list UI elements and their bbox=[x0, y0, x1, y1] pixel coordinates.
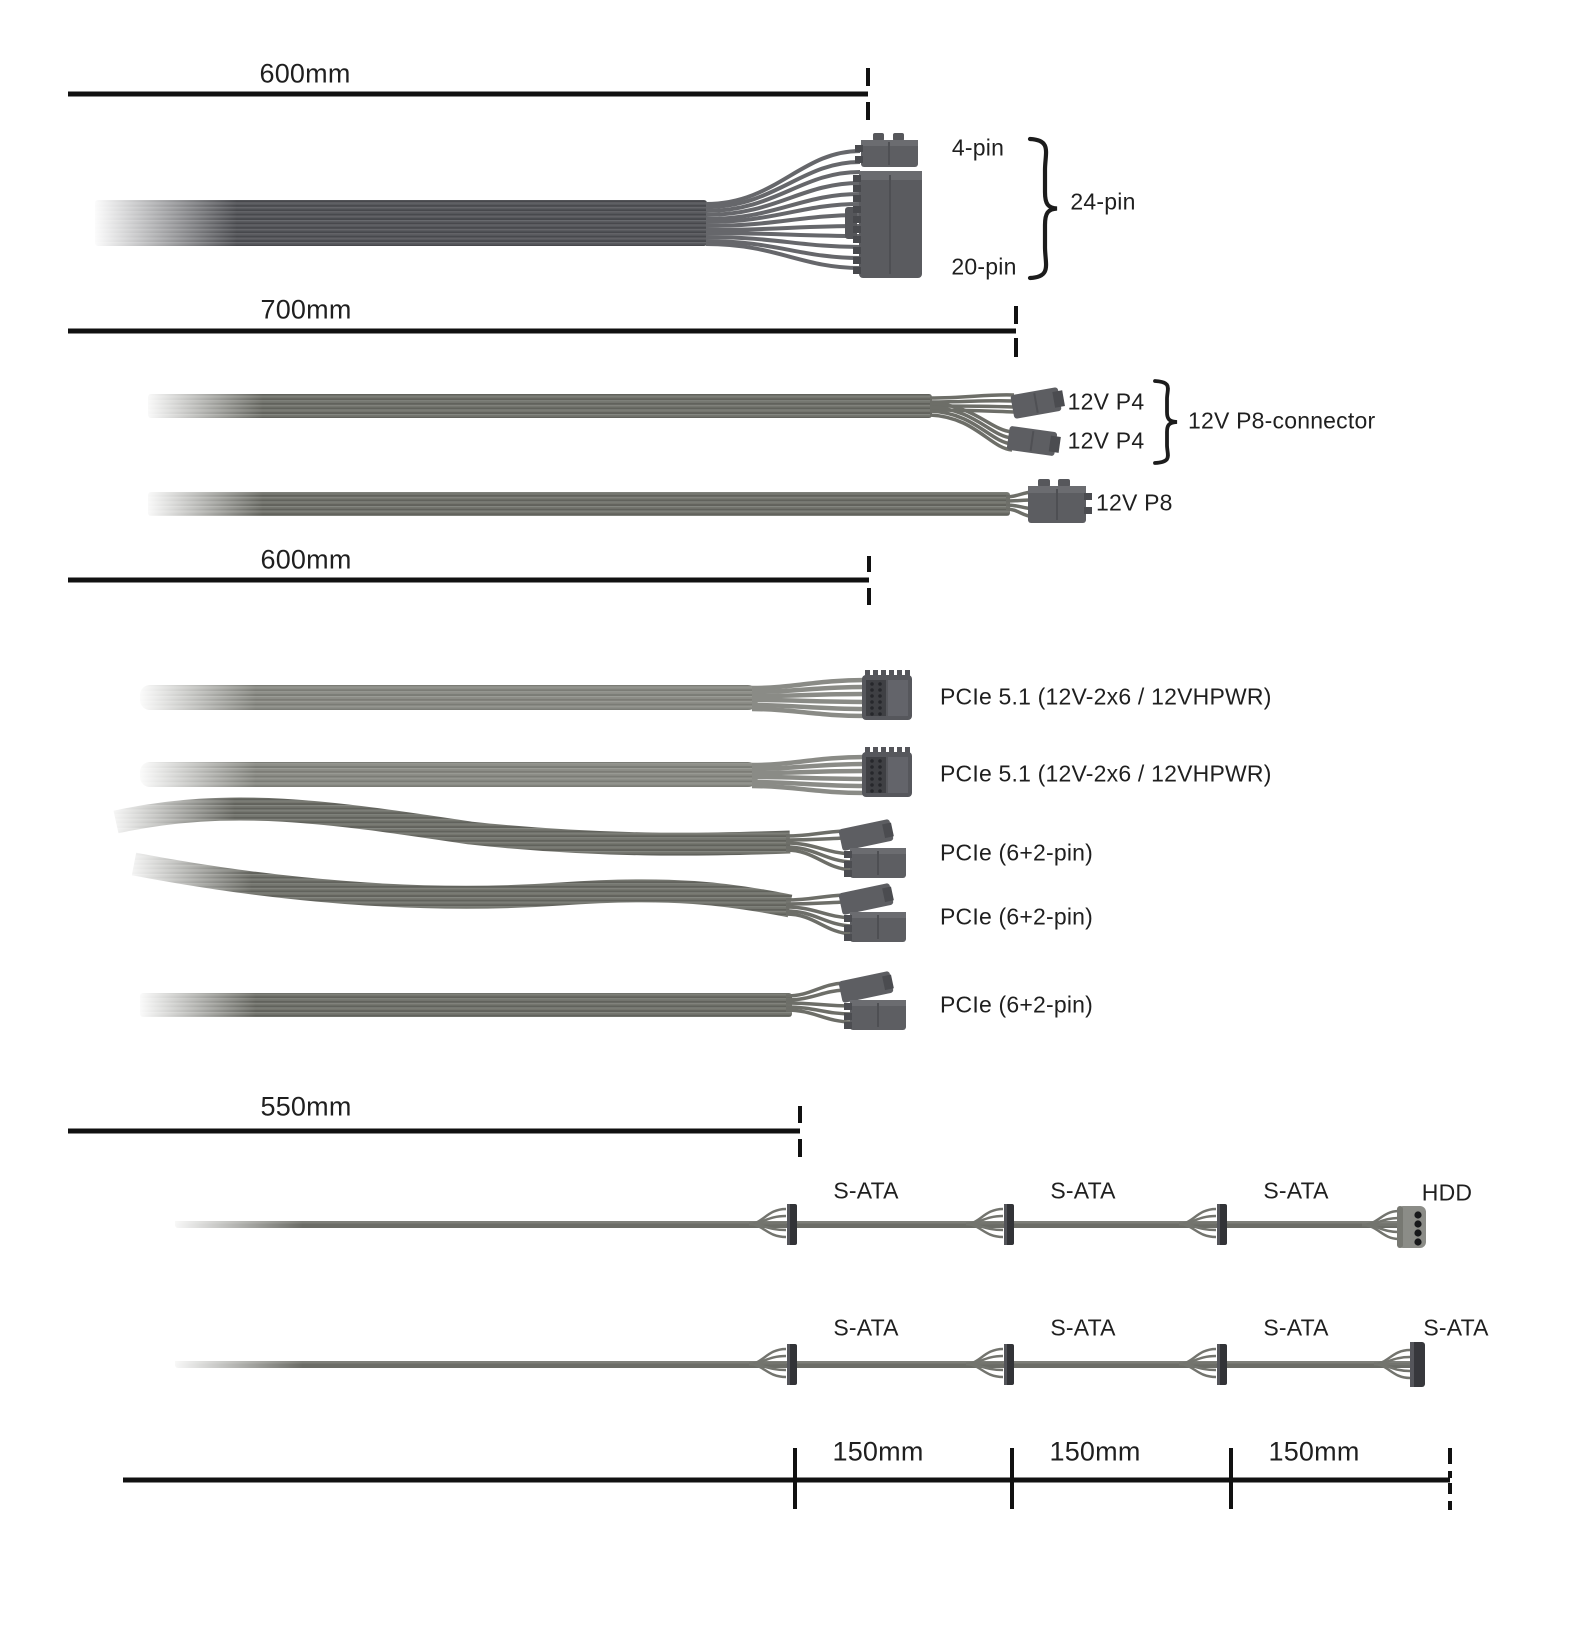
pcie51-label-2: PCIe 5.1 (12V-2x6 / 12VHPWR) bbox=[940, 760, 1272, 787]
eps-p4-connector-lower bbox=[1007, 426, 1062, 457]
sata2-connector-label: S-ATA bbox=[1263, 1314, 1329, 1341]
pcie62-label-1: PCIe (6+2-pin) bbox=[940, 839, 1094, 866]
sata1-connector-label: S-ATA bbox=[1050, 1177, 1116, 1204]
measure-sata-550mm bbox=[68, 1106, 800, 1157]
pcie-2pin-connector-3 bbox=[838, 971, 894, 1004]
eps-p4-lower-label: 12V P4 bbox=[1067, 427, 1145, 454]
pcie51-connector-2 bbox=[862, 747, 912, 797]
pcie51-cable-1-illustration bbox=[136, 670, 912, 720]
hdd-connector-label: HDD bbox=[1421, 1179, 1473, 1206]
pcie-6pin-connector-1 bbox=[844, 848, 906, 878]
eps-p4p4-cable-illustration bbox=[143, 386, 1066, 456]
measure-atx-600mm bbox=[68, 68, 868, 120]
pcie51-cable-2-illustration bbox=[136, 747, 912, 797]
atx-4pin-connector bbox=[855, 133, 918, 167]
sata2-connector-label: S-ATA bbox=[1050, 1314, 1116, 1341]
atx-4pin-label: 4-pin bbox=[951, 134, 1005, 161]
pcie51-label-1: PCIe 5.1 (12V-2x6 / 12VHPWR) bbox=[940, 683, 1272, 710]
pcie51-connector-1 bbox=[862, 670, 912, 720]
eps-p4-upper-label: 12V P4 bbox=[1067, 388, 1145, 415]
pcie-6pin-connector-3 bbox=[844, 1000, 906, 1030]
sata-end-connector bbox=[1410, 1342, 1425, 1387]
eps-p8-combined-label: 12V P8-connector bbox=[1188, 407, 1376, 434]
measure-sata-segments bbox=[123, 1448, 1450, 1510]
brace-p8-icon bbox=[1155, 381, 1177, 463]
pcie-6pin-connector-2 bbox=[844, 912, 906, 942]
measure-label-eps: 700mm bbox=[260, 294, 352, 325]
eps-p8-label: 12V P8 bbox=[1096, 489, 1173, 516]
measure-label-atx: 600mm bbox=[259, 58, 351, 89]
sata-hdd-cable-illustration bbox=[168, 1204, 1426, 1248]
eps-p8-connector bbox=[1028, 479, 1092, 523]
atx-20pin-label: 20-pin bbox=[951, 253, 1017, 280]
measure-eps-700mm bbox=[68, 306, 1016, 357]
pcie62-cable-3-illustration bbox=[136, 971, 906, 1030]
sata2-end-label: S-ATA bbox=[1423, 1314, 1489, 1341]
measure-label-sata: 550mm bbox=[260, 1091, 352, 1122]
pcie-2pin-connector-1 bbox=[838, 819, 894, 852]
measure-pcie-600mm bbox=[68, 556, 869, 605]
brace-24pin-icon bbox=[1030, 139, 1057, 278]
measure-label-seg1: 150mm bbox=[832, 1436, 924, 1467]
sata2-connector-label: S-ATA bbox=[833, 1314, 899, 1341]
atx-20pin-connector bbox=[845, 171, 922, 278]
eps-p4-connector-upper bbox=[1010, 386, 1065, 419]
hdd-molex-connector bbox=[1397, 1206, 1426, 1248]
measure-label-seg3: 150mm bbox=[1268, 1436, 1360, 1467]
eps-p8-cable-illustration bbox=[143, 479, 1092, 523]
pcie62-label-3: PCIe (6+2-pin) bbox=[940, 991, 1094, 1018]
measure-label-pcie: 600mm bbox=[260, 544, 352, 575]
sata1-connector-label: S-ATA bbox=[833, 1177, 899, 1204]
pcie-2pin-connector-2 bbox=[838, 883, 894, 916]
measure-label-seg2: 150mm bbox=[1049, 1436, 1141, 1467]
sata1-connector-label: S-ATA bbox=[1263, 1177, 1329, 1204]
atx-24pin-label: 24-pin bbox=[1070, 188, 1136, 215]
atx-24pin-cable-illustration bbox=[92, 133, 922, 278]
pcie62-cable-2-illustration bbox=[122, 852, 906, 942]
pcie62-label-2: PCIe (6+2-pin) bbox=[940, 903, 1094, 930]
sata-cable-illustration bbox=[168, 1342, 1425, 1387]
